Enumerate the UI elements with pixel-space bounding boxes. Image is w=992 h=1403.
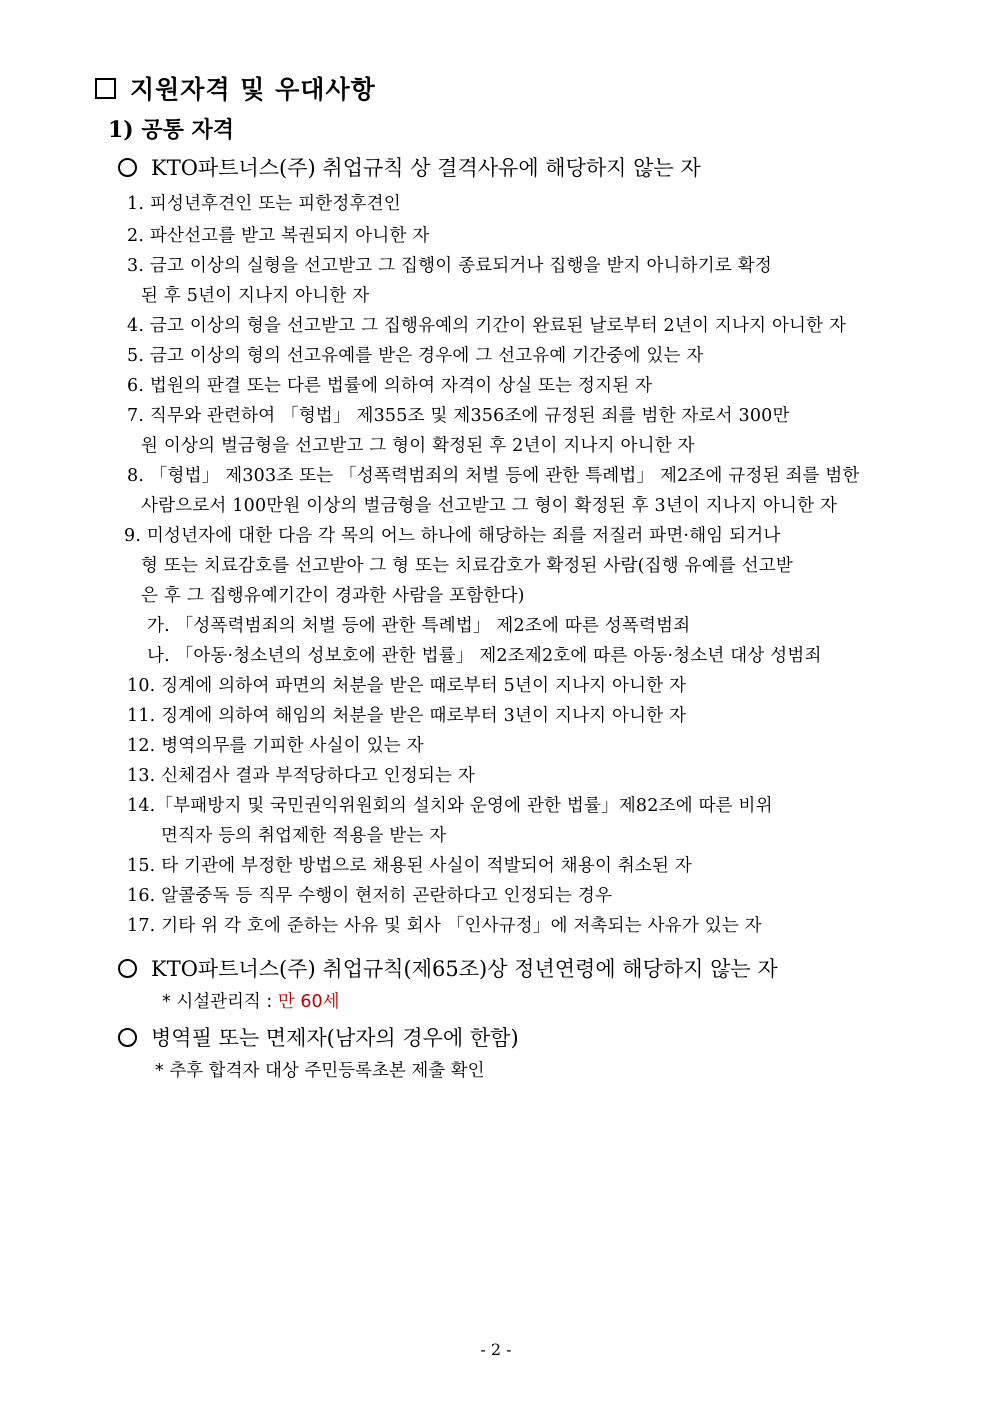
list-item: 17. 기타 위 각 호에 준하는 사유 및 회사 「인사규정」에 저촉되는 사유가 있는 자 xyxy=(127,916,762,936)
list-item: 14.「부패방지 및 국민권익위원회의 설치와 운영에 관한 법률」제82조에 따른 비위 xyxy=(127,796,773,816)
list-item: 가. 「성폭력범죄의 처벌 등에 관한 특례법」 제2조에 따른 성폭력범죄 xyxy=(147,616,691,636)
military-heading-text: 병역필 또는 면제자(남자의 경우에 한함) xyxy=(151,1026,519,1050)
list-item: 나. 「아동·청소년의 성보호에 관한 법률」 제2조제2호에 따른 아동·청소년 대상 성범죄 xyxy=(147,646,822,666)
section-title-text: 지원자격 및 우대사항 xyxy=(130,75,376,104)
list-item: 9. 미성년자에 대한 다음 각 목의 어느 하나에 해당하는 죄를 저질러 파면·해임 되거나 xyxy=(124,526,781,546)
checkbox-square-icon xyxy=(95,78,116,99)
age-note-prefix: * 시설관리직 : xyxy=(162,992,278,1012)
criteria-heading-text: KTO파트너스(주) 취업규칙 상 결격사유에 해당하지 않는 자 xyxy=(151,156,701,180)
age-heading-text: KTO파트너스(주) 취업규칙(제65조)상 정년연령에 해당하지 않는 자 xyxy=(151,957,778,981)
list-item: 16. 알콜중독 등 직무 수행이 현저히 곤란하다고 인정되는 경우 xyxy=(127,886,613,906)
list-item: 10. 징계에 의하여 파면의 처분을 받은 때로부터 5년이 지나지 아니한 자 xyxy=(127,676,687,696)
circle-bullet-icon xyxy=(118,959,137,978)
military-note: * 추후 합격자 대상 주민등록초본 제출 확인 xyxy=(155,1061,485,1081)
list-item: 원 이상의 벌금형을 선고받고 그 형이 확정된 후 2년이 지나지 아니한 자 xyxy=(141,436,695,456)
list-item: 된 후 5년이 지나지 아니한 자 xyxy=(141,286,370,306)
list-item: 6. 법원의 판결 또는 다른 법률에 의하여 자격이 상실 또는 정지된 자 xyxy=(127,376,653,396)
age-note-value: 만 60세 xyxy=(277,992,340,1012)
list-item: 5. 금고 이상의 형의 선고유예를 받은 경우에 그 선고유예 기간중에 있는 자 xyxy=(127,346,704,366)
list-item: 3. 금고 이상의 실형을 선고받고 그 집행이 종료되거나 집행을 받지 아니하기로 확정 xyxy=(127,256,772,276)
list-item: 사람으로서 100만원 이상의 벌금형을 선고받고 그 형이 확정된 후 3년이 지나지 아니한 자 xyxy=(141,496,838,516)
list-item: 4. 금고 이상의 형을 선고받고 그 집행유예의 기간이 완료된 날로부터 2년이 지나지 아니한 자 xyxy=(127,316,847,336)
list-item: 8. 「형법」 제303조 또는 「성폭력범죄의 처벌 등에 관한 특례법」 제2조에 규정된 죄를 범한 xyxy=(127,466,860,486)
circle-bullet-icon xyxy=(118,158,137,177)
list-item: 13. 신체검사 결과 부적당하다고 인정되는 자 xyxy=(127,766,476,786)
age-heading xyxy=(118,953,778,983)
list-item: 11. 징계에 의하여 해임의 처분을 받은 때로부터 3년이 지나지 아니한 자 xyxy=(127,706,687,726)
military-heading xyxy=(118,1022,519,1052)
circle-bullet-icon xyxy=(118,1028,137,1047)
list-item: 은 후 그 집행유예기간이 경과한 사람을 포함한다) xyxy=(141,586,525,606)
age-note xyxy=(162,988,340,1013)
list-item: 형 또는 치료감호를 선고받아 그 형 또는 치료감호가 확정된 사람(집행 유예를 선고받 xyxy=(141,556,793,576)
list-item: 7. 직무와 관련하여 「형법」 제355조 및 제356조에 규정된 죄를 범한 자로서 300만 xyxy=(127,406,790,426)
page-number: - 2 - xyxy=(480,1340,512,1359)
list-item: 15. 타 기관에 부정한 방법으로 채용된 사실이 적발되어 채용이 취소된 자 xyxy=(127,856,692,876)
list-item: 면직자 등의 취업제한 적용을 받는 자 xyxy=(161,826,447,846)
section-title xyxy=(95,70,376,106)
criteria-heading xyxy=(118,152,701,182)
subsection-title: 1) 공통 자격 xyxy=(108,117,235,143)
list-item: 2. 파산선고를 받고 복권되지 아니한 자 xyxy=(127,226,430,246)
list-item: 12. 병역의무를 기피한 사실이 있는 자 xyxy=(127,736,424,756)
list-item: 1. 피성년후견인 또는 피한정후견인 xyxy=(127,194,401,214)
